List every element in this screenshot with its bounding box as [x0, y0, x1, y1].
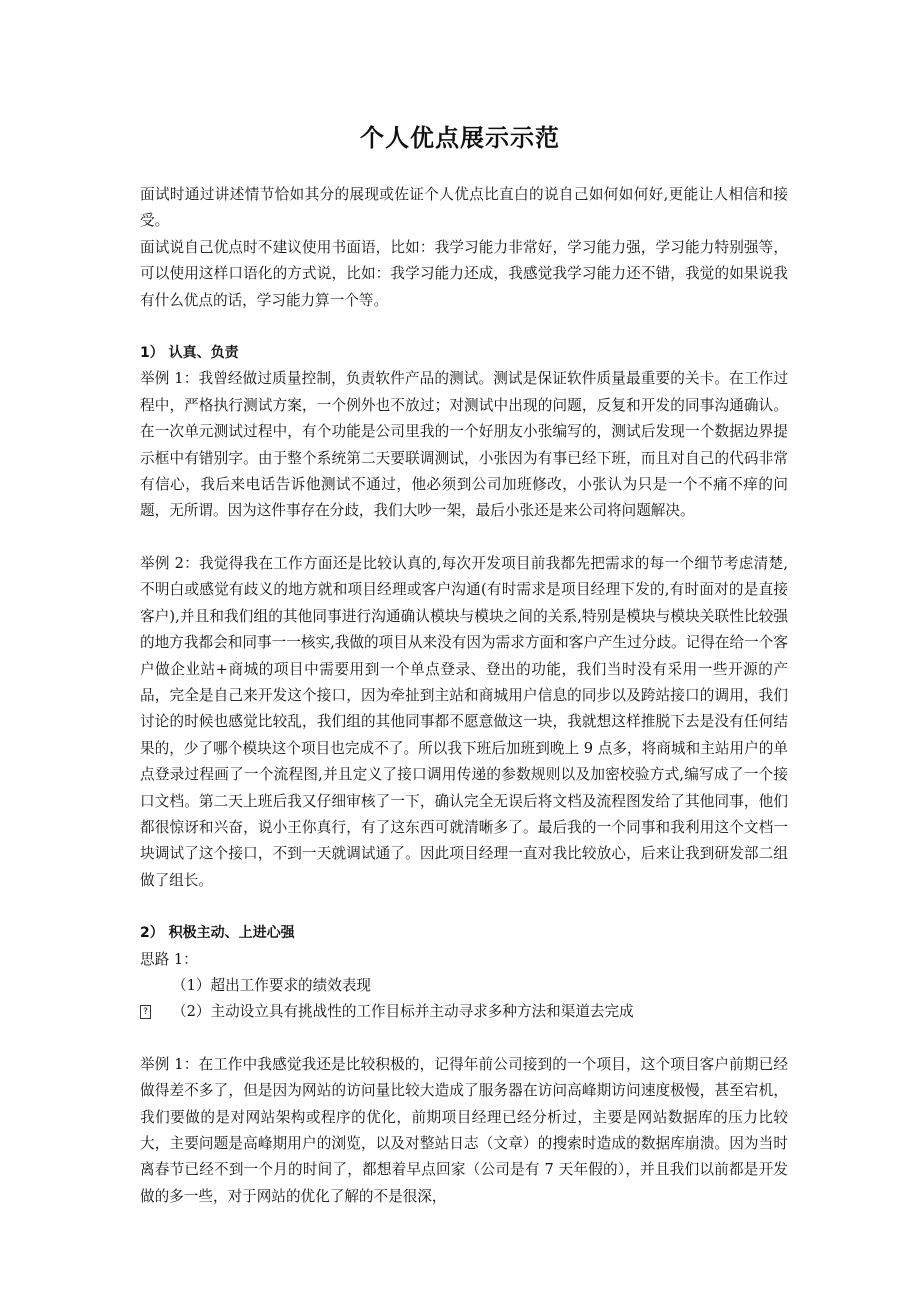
section-2-example-1: 举例 1：在工作中我感觉我还是比较积极的，记得年前公司接到的一个项目，这个项目客户前期已经做得差不多了，但是因为网站的访问量比较大造成了服务器在访问高峰期访问速度极慢，甚至宕机，我们要做的是对网站架构或程序的优化，前期项目经理已经分析过，主要是网站数据库的压力比较大，主要问题是高峰期用户的浏览，以及对整站日志（文章）的搜索时造成的数据库崩溃。因为当时离春节已经不到一个月的时间了，都想着早点回家（公司是有 7 天年假的），并且我们以前都是开发做的多一些，对于网站的优化了解的不是很深，: [140, 1055, 788, 1205]
section-1-example-2: 举例 2：我觉得我在工作方面还是比较认真的,每次开发项目前我都先把需求的每一个细节考虑清楚,不明白或感觉有歧义的地方就和项目经理或客户沟通(有时需求是项目经理下发的,有时面对的是直接客户),并且和我们组的其他同事进行沟通确认模块与模块之间的关系,特别是模块与模块关联性比较强的地方我都会和同事一一核实,我做的项目从来没有因为需求方面和客户产生过分歧。记得在给一个客户做企业站+商城的项目中需要用到一个单点登录、登出的功能，我们当时没有采用一些开源的产品，完全是自己来开发这个接口，因为牵扯到主站和商城用户信息的同步以及跨站接口的调用，我们讨论的时候也感觉比较乱，我们组的其他同事都不愿意做这一块，我就想这样推脱下去是没有任何结果的，少了哪个模块这个项目也完成不了。所以我下班后加班到晚上 9 点多，将商城和主站用户的单点登录过程画了一个流程图,并且定义了接口调用传递的参数规则以及加密校验方式,编写成了一个接口文档。第二天上班后我又仔细审核了一下，确认完全无误后将文档及流程图发给了其他同事，他们都很惊讶和兴奋，说小王你真行，有了这东西可就清晰多了。最后我的一个同事和我利用这个文档一块调试了这个接口，不到一天就调试通了。因此项目经理一直对我比较放心，后来让我到研发部二组做了组长。: [140, 554, 788, 889]
point-2: （2）主动设立具有挑战性的工作目标并主动寻求多种方法和渠道去完成: [172, 1003, 634, 1021]
document-body: [140, 182, 788, 1210]
section-1-heading: 1） 认真、负责: [140, 345, 239, 362]
missing-glyph-icon: ?: [140, 1005, 151, 1019]
intro-paragraph-2: 面试说自己优点时不建议使用书面语，比如：我学习能力非常好，学习能力强，学习能力特别强等，可以使用这样口语化的方式说，比如：我学习能力还成，我感觉我学习能力还不错，我觉的如果说我有什么优点的话，学习能力算一个等。: [140, 238, 788, 309]
point-2-line: [140, 999, 788, 1025]
thinking-label: 思路 1：: [140, 950, 198, 968]
point-1: （1）超出工作要求的绩效表现: [172, 976, 372, 994]
section-1-example-1: 举例 1：我曾经做过质量控制，负责软件产品的测试。测试是保证软件质量最重要的关卡。在工作过程中，严格执行测试方案，一个例外也不放过；对测试中出现的问题，反复和开发的同事沟通确认。在一次单元测试过程中，有个功能是公司里我的一个好朋友小张编写的，测试后发现一个数据边界提示框中有错别字。由于整个系统第二天要联调测试，小张因为有事已经下班，而且对自己的代码非常有信心，我后来电话告诉他测试不通过，他必须到公司加班修改，小张认为只是一个不痛不痒的问题，无所谓。因为这件事存在分歧，我们大吵一架，最后小张还是来公司将问题解决。: [140, 370, 788, 520]
intro-paragraph-1: 面试时通过讲述情节恰如其分的展现或佐证个人优点比直白的说自己如何如何好,更能让人相信和接受。: [140, 186, 788, 230]
document-title: 个人优点展示示范: [360, 124, 560, 152]
section-2-heading: 2） 积极主动、上进心强: [140, 925, 295, 942]
